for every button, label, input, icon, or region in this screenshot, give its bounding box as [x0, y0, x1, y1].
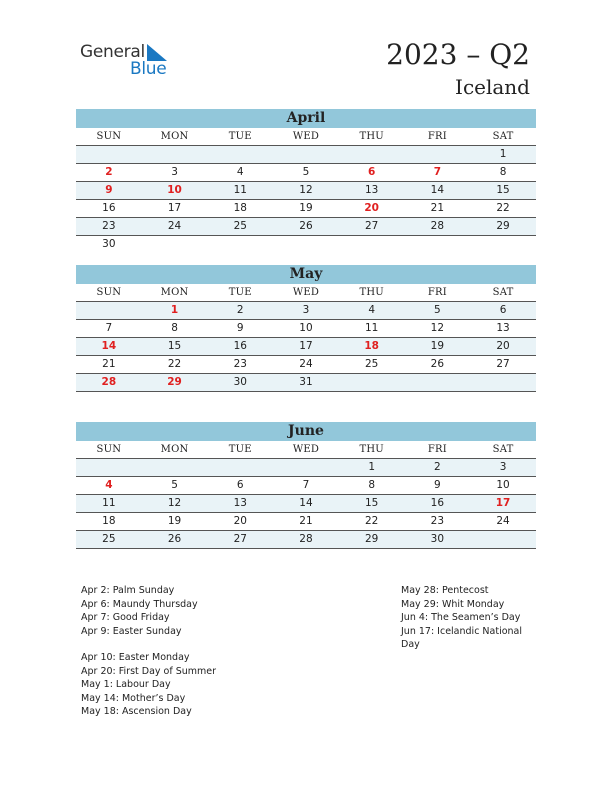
holiday-note: May 1: Labour Day [81, 679, 171, 690]
day-cell: 29 [364, 533, 379, 545]
day-cell: 1 [368, 461, 375, 473]
day-cell: 17 [495, 497, 511, 509]
day-cell: 3 [302, 304, 310, 316]
week-row [76, 513, 536, 531]
weekday-label: FRI [427, 131, 447, 142]
day-cell: 4 [368, 304, 375, 316]
weekday-label: FRI [427, 444, 447, 455]
day-cell: 15 [364, 497, 379, 509]
weekday-label: TUE [228, 131, 252, 142]
day-cell: 23 [102, 220, 116, 232]
weekday-label: SUN [96, 444, 122, 455]
week-row [76, 495, 536, 513]
day-cell: 28 [299, 533, 313, 545]
day-cell: 23 [430, 515, 445, 527]
weekday-header-row [76, 128, 536, 146]
day-cell: 7 [433, 166, 442, 178]
day-cell: 2 [434, 461, 441, 473]
weekday-label: THU [359, 287, 384, 298]
day-cell: 29 [167, 376, 182, 388]
day-cell: 7 [105, 322, 113, 334]
day-cell: 7 [302, 479, 310, 491]
day-cell: 8 [499, 166, 507, 178]
day-cell: 11 [233, 184, 247, 196]
day-cell: 27 [364, 220, 379, 232]
week-row [76, 356, 536, 374]
holiday-notes-right [401, 584, 541, 652]
empty-day-cell [339, 146, 405, 163]
week-row [76, 200, 536, 218]
day-cell: 22 [167, 358, 182, 370]
month-june [76, 422, 536, 549]
weekday-label: FRI [427, 287, 447, 298]
country-name: Iceland [455, 75, 530, 99]
day-cell: 19 [430, 340, 445, 352]
day-cell: 13 [364, 184, 379, 196]
empty-day-cell [142, 459, 208, 476]
holiday-note: May 28: Pentecost [401, 585, 489, 596]
day-cell: 26 [299, 220, 313, 232]
day-cell: 14 [430, 184, 445, 196]
day-cell: 17 [299, 340, 313, 352]
day-cell: 18 [102, 515, 116, 527]
week-row [76, 182, 536, 200]
day-cell: 24 [167, 220, 182, 232]
empty-day-cell [470, 531, 536, 548]
empty-day-cell [470, 374, 536, 391]
weekday-label: SUN [96, 287, 122, 298]
logo-general-text: General [80, 42, 145, 62]
day-cell: 9 [236, 322, 244, 334]
empty-day-cell [207, 236, 273, 253]
week-row [76, 374, 536, 392]
logo-blue-text: Blue [130, 59, 167, 79]
weekday-header-row [76, 284, 536, 302]
day-cell: 1 [170, 304, 179, 316]
holiday-note: Jun 17: Icelandic National Day [401, 625, 523, 650]
empty-day-cell [76, 302, 142, 319]
week-row [76, 338, 536, 356]
weekday-label: SAT [492, 444, 514, 455]
day-cell: 11 [364, 322, 379, 334]
day-cell: 15 [496, 184, 510, 196]
holiday-notes-left [81, 584, 311, 719]
empty-day-cell [339, 374, 405, 391]
empty-day-cell [470, 236, 536, 253]
day-cell: 6 [236, 479, 244, 491]
weekday-label: MON [160, 131, 189, 142]
day-cell: 12 [430, 322, 445, 334]
weekday-label: SAT [492, 287, 514, 298]
day-cell: 16 [430, 497, 445, 509]
empty-day-cell [339, 236, 405, 253]
day-cell: 29 [496, 220, 510, 232]
day-cell: 8 [171, 322, 178, 334]
day-cell: 9 [105, 184, 113, 196]
day-cell: 19 [167, 515, 182, 527]
empty-day-cell [76, 146, 142, 163]
empty-day-cell [273, 459, 339, 476]
week-row [76, 531, 536, 549]
day-cell: 5 [302, 166, 310, 178]
day-cell: 16 [102, 202, 116, 214]
empty-day-cell [142, 146, 208, 163]
page-title: 2023 – Q2 [386, 38, 530, 71]
day-cell: 6 [499, 304, 507, 316]
day-cell: 20 [496, 340, 510, 352]
day-cell: 4 [105, 479, 113, 491]
weekday-label: WED [292, 287, 320, 298]
week-row [76, 146, 536, 164]
week-row [76, 459, 536, 477]
day-cell: 28 [101, 376, 117, 388]
weekday-header-row [76, 441, 536, 459]
day-cell: 3 [499, 461, 507, 473]
day-cell: 5 [171, 479, 178, 491]
day-cell: 30 [102, 238, 116, 250]
weekday-label: WED [292, 444, 320, 455]
day-cell: 11 [102, 497, 116, 509]
day-cell: 22 [364, 515, 379, 527]
weekday-label: TUE [228, 444, 252, 455]
week-row [76, 218, 536, 236]
weekday-label: THU [359, 131, 384, 142]
empty-day-cell [405, 146, 471, 163]
day-cell: 13 [233, 497, 247, 509]
weekday-label: SUN [96, 131, 122, 142]
day-cell: 24 [299, 358, 313, 370]
empty-day-cell [405, 236, 471, 253]
month-title: June [76, 422, 536, 441]
day-cell: 30 [233, 376, 247, 388]
day-cell: 15 [167, 340, 182, 352]
empty-day-cell [273, 236, 339, 253]
day-cell: 28 [430, 220, 445, 232]
empty-day-cell [207, 459, 273, 476]
holiday-note: May 29: Whit Monday [401, 598, 505, 610]
day-cell: 25 [364, 358, 379, 370]
day-cell: 22 [496, 202, 510, 214]
holiday-note: May 18: Ascension Day [81, 706, 192, 717]
day-cell: 18 [233, 202, 247, 214]
day-cell: 13 [496, 322, 510, 334]
day-cell: 31 [299, 376, 313, 388]
weekday-label: THU [359, 444, 384, 455]
generalblue-logo [80, 42, 180, 82]
day-cell: 4 [236, 166, 244, 178]
empty-day-cell [76, 459, 142, 476]
day-cell: 26 [430, 358, 445, 370]
empty-day-cell [207, 146, 273, 163]
weekday-label: MON [160, 444, 189, 455]
day-cell: 27 [496, 358, 510, 370]
day-cell: 9 [434, 479, 441, 491]
day-cell: 14 [101, 340, 117, 352]
day-cell: 30 [430, 533, 445, 545]
day-cell: 6 [368, 166, 376, 178]
day-cell: 12 [167, 497, 182, 509]
day-cell: 21 [102, 358, 116, 370]
day-cell: 25 [102, 533, 116, 545]
week-row [76, 164, 536, 182]
weekday-label: WED [292, 131, 320, 142]
day-cell: 1 [499, 148, 507, 160]
month-title: May [76, 265, 536, 284]
day-cell: 20 [364, 202, 379, 214]
empty-day-cell [142, 236, 208, 253]
day-cell: 3 [171, 166, 178, 178]
day-cell: 10 [167, 184, 182, 196]
day-cell: 5 [434, 304, 441, 316]
day-cell: 21 [430, 202, 445, 214]
week-row [76, 477, 536, 495]
holiday-note: Apr 7: Good Friday [81, 612, 170, 623]
month-title: April [76, 109, 536, 128]
day-cell: 18 [364, 340, 379, 352]
day-cell: 21 [299, 515, 313, 527]
holiday-note: Apr 20: First Day of Summer [81, 665, 217, 677]
month-may [76, 265, 536, 392]
day-cell: 17 [167, 202, 182, 214]
day-cell: 23 [233, 358, 247, 370]
month-april [76, 109, 536, 253]
day-cell: 10 [299, 322, 313, 334]
day-cell: 19 [299, 202, 313, 214]
week-row [76, 302, 536, 320]
day-cell: 27 [233, 533, 247, 545]
day-cell: 25 [233, 220, 247, 232]
holiday-note: Jun 4: The Seamen’s Day [401, 612, 521, 623]
holiday-note: Apr 9: Easter Sunday [81, 625, 182, 637]
day-cell: 24 [496, 515, 510, 527]
week-row [76, 236, 536, 253]
day-cell: 20 [233, 515, 247, 527]
empty-day-cell [273, 146, 339, 163]
day-cell: 2 [236, 304, 244, 316]
empty-day-cell [405, 374, 471, 391]
day-cell: 26 [167, 533, 182, 545]
weekday-label: TUE [228, 287, 252, 298]
holiday-note: Apr 2: Palm Sunday [81, 585, 175, 596]
holiday-note: Apr 10: Easter Monday [81, 652, 190, 663]
holiday-note: Apr 6: Maundy Thursday [81, 598, 198, 610]
holiday-note: May 14: Mother’s Day [81, 692, 186, 704]
day-cell: 8 [368, 479, 375, 491]
day-cell: 12 [299, 184, 313, 196]
weekday-label: MON [160, 287, 189, 298]
day-cell: 10 [496, 479, 510, 491]
week-row [76, 320, 536, 338]
day-cell: 14 [299, 497, 313, 509]
weekday-label: SAT [492, 131, 514, 142]
day-cell: 2 [105, 166, 113, 178]
day-cell: 16 [233, 340, 247, 352]
